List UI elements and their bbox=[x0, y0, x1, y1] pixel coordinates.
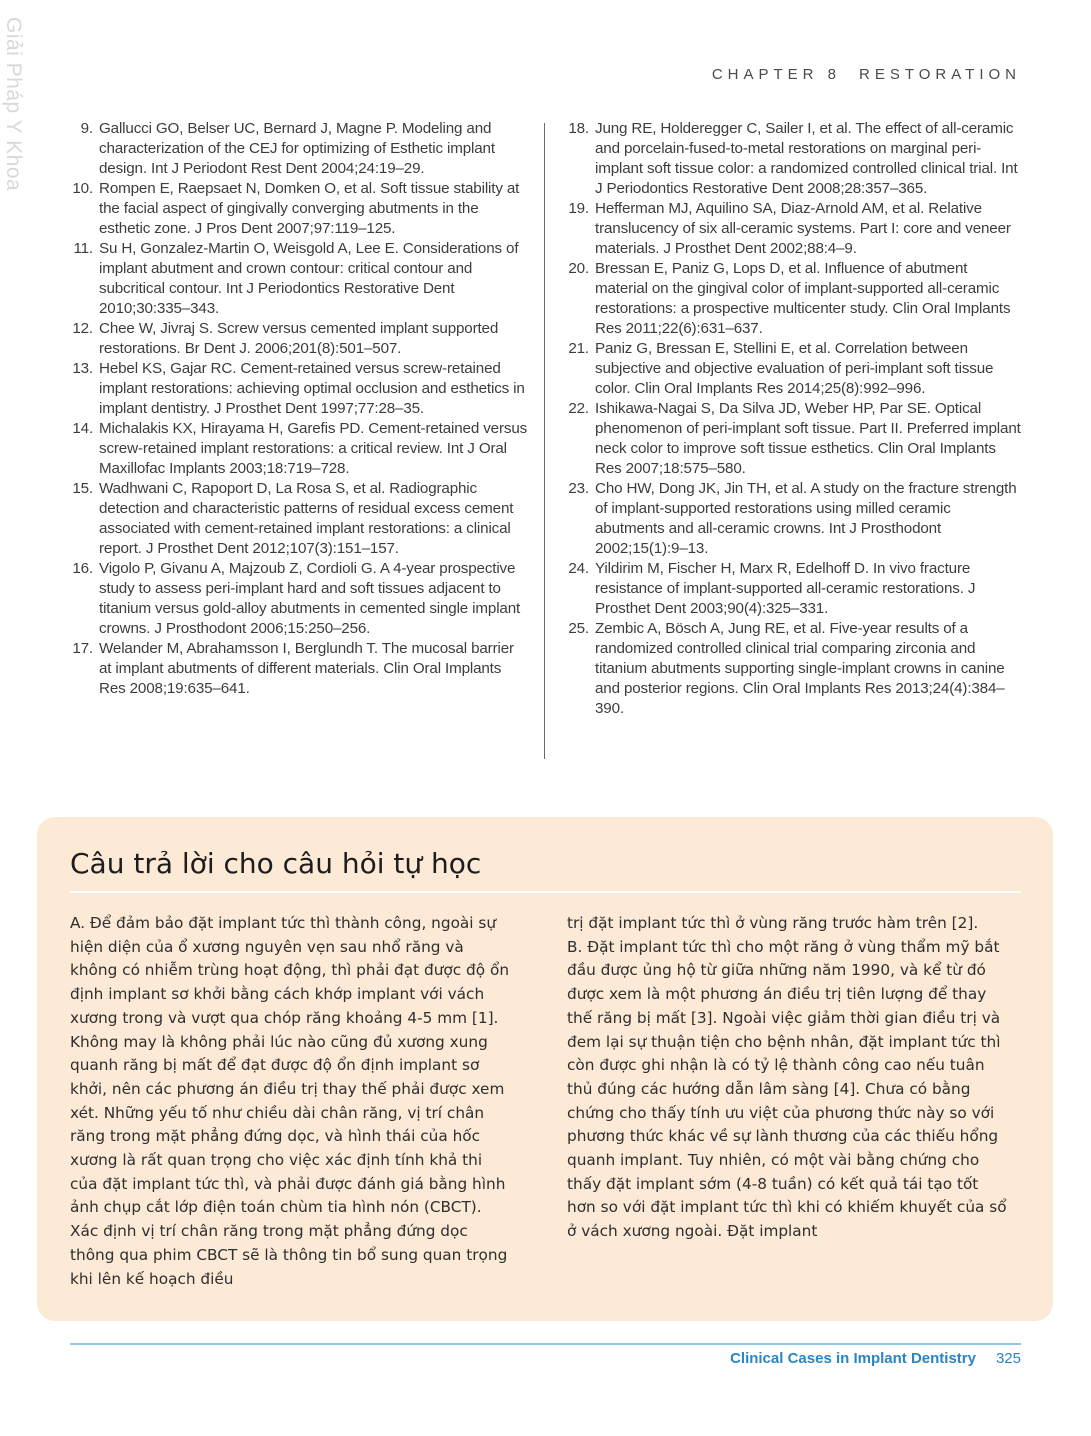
page-number: 325 bbox=[995, 1350, 1021, 1367]
reference-number: 10. bbox=[72, 180, 93, 197]
reference-item bbox=[70, 319, 530, 359]
book-title: Clinical Cases in Implant Dentistry bbox=[730, 1350, 976, 1367]
reference-number: 17. bbox=[72, 640, 93, 657]
reference-item bbox=[566, 559, 1024, 619]
reference-text: Wadhwani C, Rapoport D, La Rosa S, et al. Radiographic detection and characteristic patterns of residual excess cement associated with cement-retained implant restorations: a clinical report. J Prosthet Dent 2012;107(3):151–157. bbox=[99, 480, 514, 557]
reference-number: 23. bbox=[568, 480, 589, 497]
reference-number: 9. bbox=[80, 120, 93, 137]
page-footer bbox=[730, 1350, 1021, 1367]
reference-text: Rompen E, Raepsaet N, Domken O, et al. Soft tissue stability at the facial aspect of gingivally converging abutments in the esthetic zone. J Pros Dent 2007;97:119–125. bbox=[99, 180, 520, 237]
reference-text: Bressan E, Paniz G, Lops D, et al. Influence of abutment material on the gingival color of implant-supported all-ceramic restorations: a prospective multicenter study. Clin Oral Implants Res 2011;22(6):631–637. bbox=[595, 260, 1011, 337]
reference-text: Paniz G, Bressan E, Stellini E, et al. Correlation between subjective and objective evaluation of peri-implant soft tissue color. Clin Oral Implants Res 2014;25(8):992–996. bbox=[595, 340, 994, 397]
reference-column-left bbox=[70, 119, 530, 699]
reference-text: Ishikawa-Nagai S, Da Silva JD, Weber HP, Par SE. Optical phenomenon of peri-implant soft tissue. Part II. Preferred implant neck color to improve soft tissue esthetics. Clin Oral Implants Res 2007;18:575–580. bbox=[595, 400, 1021, 477]
answer-paragraph-a: A. Để đảm bảo đặt implant tức thì thành công, ngoài sự hiện diện của ổ xương nguyên vẹn sau nhổ răng và không có nhiễm trùng hoạt động, thì phải đạt được độ ổn định implant sơ khởi bằng cách khớp implant với vách xương trong và vượt qua chóp răng khoảng 4-5 mm [1]. Không may là không phải lúc nào cũng đủ xương xung quanh răng bị mất để đạt được độ ổn định implant sơ khởi, nên các phương án điều trị thay thế phải được xem xét. Những yếu tố như chiều dài chân răng, vị trí chân răng trong mặt phẳng đứng dọc, và hình thái của hốc xương là rất quan trọng cho việc xác định tính khả thi của đặt implant tức thì, và phải được đánh giá bằng hình ảnh chụp cắt lớp điện toán chùm tia hình nón (CBCT). Xác định vị trí chân răng trong mặt phẳng đứng dọc thông qua phim CBCT sẽ là thông tin bổ sung quan trọng khi lên kế hoạch điều bbox=[70, 914, 510, 1288]
reference-item bbox=[70, 639, 530, 699]
answers-title-rule bbox=[70, 891, 1021, 893]
reference-text: Michalakis KX, Hirayama H, Garefis PD. Cement-retained versus screw-retained implant restorations: a critical review. Int J Oral Maxillofac Implants 2003;18:719–728. bbox=[99, 420, 528, 477]
reference-text: Vigolo P, Givanu A, Majzoub Z, Cordioli G. A 4-year prospective study to assess peri-implant hard and soft tissues adjacent to titanium versus gold-alloy abutments in cemented single implant crowns. J Prosthodont 2006;15:250–256. bbox=[99, 560, 521, 637]
reference-item bbox=[70, 179, 530, 239]
reference-item bbox=[70, 119, 530, 179]
reference-item bbox=[566, 619, 1024, 719]
answer-paragraph-b: B. Đặt implant tức thì cho một răng ở vùng thẩm mỹ bắt đầu được ủng hộ từ giữa những năm 1990, và kể từ đó được xem là một phương án điều trị tiên lượng để thay thế răng bị mất [3]. Ngoài việc giảm thời gian điều trị và đem lại sự thuận tiện cho bệnh nhân, đặt implant tức thì còn được ghi nhận là có tỷ lệ thành công cao nếu tuân thủ đúng các hướng dẫn lâm sàng [4]. Chưa có bằng chứng cho thấy tính ưu việt của phương thức này so với phương thức khác về sự lành thương của các thiếu hổng quanh implant. Tuy nhiên, có một vài bằng chứng cho thấy đặt implant sớm (4-8 tuần) có kết quả tái tạo tốt hơn so với đặt implant tức thì khi có khiếm khuyết của sổ ở vách xương ngoài. Đặt implant bbox=[567, 937, 1007, 1241]
reference-number: 16. bbox=[72, 560, 93, 577]
reference-number: 22. bbox=[568, 400, 589, 417]
reference-item bbox=[566, 259, 1024, 339]
answer-paragraph-a-continued: trị đặt implant tức thì ở vùng răng trước hàm trên [2]. bbox=[567, 914, 979, 932]
reference-item bbox=[566, 399, 1024, 479]
reference-number: 19. bbox=[568, 200, 589, 217]
reference-number: 24. bbox=[568, 560, 589, 577]
reference-text: Jung RE, Holderegger C, Sailer I, et al. The effect of all-ceramic and porcelain-fused-to-metal restorations on marginal peri-implant soft tissue color: a randomized controlled clinical trial. Int J Periodontics Restorative Dent 2008;28:357–365. bbox=[595, 120, 1018, 197]
reference-item bbox=[70, 239, 530, 319]
reference-number: 20. bbox=[568, 260, 589, 277]
reference-text: Hefferman MJ, Aquilino SA, Diaz-Arnold AM, et al. Relative translucency of six all-ceramic systems. Part I: core and veneer materials. J Prosthet Dent 2002;88:4–9. bbox=[595, 200, 1011, 257]
reference-item bbox=[566, 119, 1024, 199]
reference-number: 12. bbox=[72, 320, 93, 337]
answers-column-left bbox=[70, 912, 510, 1291]
reference-item bbox=[566, 199, 1024, 259]
reference-item bbox=[70, 479, 530, 559]
reference-text: Zembic A, Bösch A, Jung RE, et al. Five-year results of a randomized controlled clinical trial comparing zirconia and titanium abutments supporting single-implant crowns in canine and posterior regions. Clin Oral Implants Res 2013;24(4):384–390. bbox=[595, 620, 1005, 717]
reference-item bbox=[566, 479, 1024, 559]
reference-number: 14. bbox=[72, 420, 93, 437]
reference-text: Gallucci GO, Belser UC, Bernard J, Magne P. Modeling and characterization of the CEJ for optimizing of Esthetic implant design. Int J Periodont Rest Dent 2004;24:19–29. bbox=[99, 120, 495, 177]
reference-text: Cho HW, Dong JK, Jin TH, et al. A study on the fracture strength of implant-supported restorations using milled ceramic abutments and all-ceramic crowns. Int J Prosthodont 2002;15(1):9–13. bbox=[595, 480, 1017, 557]
reference-number: 21. bbox=[568, 340, 589, 357]
running-head bbox=[712, 66, 1021, 83]
reference-text: Hebel KS, Gajar RC. Cement-retained versus screw-retained implant restorations: achieving optimal occlusion and esthetics in implant dentistry. J Prosthet Dent 1997;77:28–35. bbox=[99, 360, 525, 417]
watermark: Giải Pháp Y Khoa bbox=[2, 17, 25, 192]
reference-item bbox=[70, 359, 530, 419]
chapter-label: CHAPTER 8 bbox=[711, 66, 842, 83]
reference-number: 11. bbox=[73, 240, 93, 257]
self-study-answers-box bbox=[37, 817, 1053, 1321]
reference-item bbox=[566, 339, 1024, 399]
reference-number: 18. bbox=[568, 120, 589, 137]
column-divider bbox=[544, 123, 545, 759]
reference-column-right bbox=[566, 119, 1024, 719]
reference-text: Chee W, Jivraj S. Screw versus cemented implant supported restorations. Br Dent J. 2006;201(8):501–507. bbox=[99, 320, 499, 357]
reference-number: 13. bbox=[72, 360, 93, 377]
section-label: RESTORATION bbox=[859, 66, 1021, 83]
reference-number: 25. bbox=[568, 620, 589, 637]
answers-title: Câu trả lời cho câu hỏi tự học bbox=[70, 847, 482, 880]
reference-text: Yildirim M, Fischer H, Marx R, Edelhoff D. In vivo fracture resistance of implant-supported all-ceramic restorations. J Prosthet Dent 2003;90(4):325–331. bbox=[595, 560, 976, 617]
reference-text: Welander M, Abrahamsson I, Berglundh T. The mucosal barrier at implant abutments of different materials. Clin Oral Implants Res 2008;19:635–641. bbox=[99, 640, 514, 697]
reference-text: Su H, Gonzalez-Martin O, Weisgold A, Lee E. Considerations of implant abutment and crown contour: critical contour and subcritical contour. Int J Periodontics Restorative Dent 2010;30:335–343. bbox=[99, 240, 519, 317]
reference-number: 15. bbox=[72, 480, 93, 497]
answers-column-right bbox=[567, 912, 1007, 1244]
reference-item bbox=[70, 419, 530, 479]
reference-item bbox=[70, 559, 530, 639]
footer-rule bbox=[70, 1343, 1021, 1345]
